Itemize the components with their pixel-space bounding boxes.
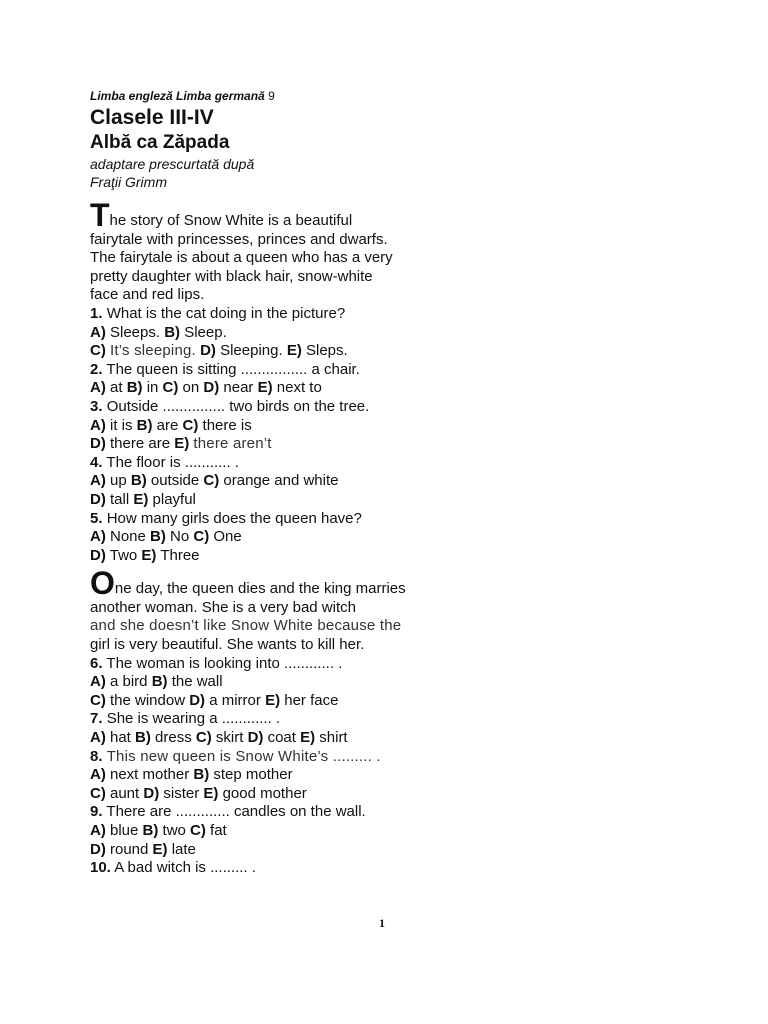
question-1 — [90, 305, 450, 324]
text-b: outside — [150, 472, 200, 490]
text-d: Sleeping. — [220, 342, 283, 360]
question-1-options-row2 — [90, 342, 450, 361]
question-1-options-row1 — [90, 324, 450, 343]
option-label: C) — [162, 379, 179, 397]
text-e: next to — [276, 379, 322, 397]
story-title: Albă ca Zăpada — [90, 132, 230, 153]
option-label: D) — [90, 490, 106, 508]
option-label: D) — [189, 691, 206, 709]
text-d: sister — [163, 784, 200, 802]
question-5-options-row1 — [90, 528, 450, 547]
question-3-options-row2 — [90, 435, 450, 454]
option-label: D) — [200, 342, 216, 360]
question-number: 7. — [90, 710, 103, 728]
text-c: It’s sleeping. — [110, 342, 196, 360]
text-a: a bird — [110, 673, 148, 691]
question-2-options — [90, 379, 450, 398]
text-c: fat — [210, 822, 227, 839]
option-label: C) — [182, 416, 199, 434]
question-number: 9. — [90, 803, 103, 821]
page-title: Clasele III-IV — [90, 106, 214, 129]
text-b: two — [162, 822, 186, 839]
option-label: E) — [152, 840, 168, 858]
intro-line: face and red lips. — [90, 286, 205, 304]
option-label: B) — [150, 528, 166, 546]
text-c: there is — [202, 416, 252, 434]
adaptation-note: adaptare prescurtată după — [90, 156, 255, 172]
text-a: next mother — [110, 766, 190, 784]
option-label: C) — [195, 729, 212, 747]
question-number: 3. — [90, 397, 103, 415]
text-text: The floor is ........... . — [106, 453, 239, 471]
question-number: 4. — [90, 453, 103, 471]
option-label: A) — [90, 379, 106, 397]
text-e: shirt — [319, 729, 348, 747]
question-8-options-row2 — [90, 785, 450, 804]
drop-cap: O — [90, 565, 115, 602]
author-credit: Fraţii Grimm — [90, 174, 167, 190]
question-number: 10. — [90, 859, 111, 877]
text-b: dress — [155, 729, 192, 747]
question-9-options-row2 — [90, 841, 450, 860]
option-label: B) — [130, 472, 147, 490]
question-6-options-row1 — [90, 673, 450, 692]
question-number: 6. — [90, 654, 103, 672]
worksheet-page — [90, 88, 450, 878]
question-4-options-row1 — [90, 472, 450, 491]
question-6 — [90, 655, 450, 674]
text-b: step mother — [213, 766, 293, 784]
text-text: There are ............. candles on the wall. — [106, 803, 366, 821]
option-label: C) — [193, 528, 210, 546]
text-text: The queen is sitting ................ a chair. — [106, 360, 360, 378]
option-label: D) — [203, 379, 220, 397]
option-label: A) — [90, 528, 106, 546]
text-e: there aren’t — [193, 435, 272, 453]
intro-line — [90, 197, 450, 233]
text-a: up — [110, 472, 127, 490]
text-b: in — [146, 379, 159, 397]
option-label: D) — [90, 435, 106, 453]
option-label: E) — [141, 546, 157, 564]
option-label: E) — [174, 435, 190, 453]
option-label: A) — [90, 323, 106, 341]
subject-label: Limba engleză Limba germană — [90, 89, 265, 103]
question-number: 8. — [90, 747, 103, 765]
story-line: girl is very beautiful. She wants to kill her. — [90, 636, 365, 654]
question-8 — [90, 748, 450, 767]
option-label: A) — [90, 822, 106, 839]
question-6-options-row2 — [90, 692, 450, 711]
text-b: are — [156, 416, 179, 434]
text-e: good mother — [222, 784, 307, 802]
text-c: on — [182, 379, 200, 397]
text-c: aunt — [110, 784, 140, 802]
option-label: D) — [143, 784, 160, 802]
text-a: Sleeps. — [110, 323, 161, 341]
option-label: B) — [126, 379, 143, 397]
option-label: A) — [90, 729, 106, 747]
subject-line — [90, 88, 450, 104]
text-d: there are — [110, 435, 171, 453]
text-a: None — [110, 528, 146, 546]
text-line1-rest: he story of Snow White is a beautiful — [109, 212, 353, 229]
option-label: E) — [133, 490, 149, 508]
option-label: A) — [90, 416, 106, 434]
question-4 — [90, 454, 450, 473]
option-label: E) — [300, 729, 316, 747]
text-d: tall — [110, 490, 130, 508]
text-e: late — [171, 840, 196, 858]
option-label: E) — [265, 691, 281, 709]
story-section-2 — [90, 565, 450, 878]
question-5-options-row2 — [90, 547, 450, 566]
option-label: B) — [164, 323, 181, 341]
text-d: coat — [267, 729, 296, 747]
question-9-options-row1 — [90, 822, 450, 841]
text-text: What is the cat doing in the picture? — [106, 304, 346, 322]
question-number: 1. — [90, 304, 103, 322]
text-e: Sleps. — [306, 342, 348, 360]
text-text: A bad witch is ......... . — [114, 859, 256, 877]
question-7 — [90, 710, 450, 729]
option-label: E) — [257, 379, 273, 397]
option-label: B) — [142, 822, 159, 839]
text-e: Three — [160, 546, 200, 564]
option-label: C) — [90, 342, 106, 360]
text-b: Sleep. — [184, 323, 227, 341]
option-label: C) — [203, 472, 220, 490]
text-c: orange and white — [223, 472, 339, 490]
text-text: Outside ............... two birds on the tree. — [106, 397, 370, 415]
story-section-1 — [90, 197, 450, 565]
story-line: another woman. She is a very bad witch — [90, 598, 356, 616]
option-label: C) — [90, 784, 106, 802]
option-label: A) — [90, 673, 106, 691]
question-3-options-row1 — [90, 417, 450, 436]
question-number: 5. — [90, 509, 103, 527]
text-a: blue — [110, 822, 139, 839]
text-text: How many girls does the queen have? — [106, 509, 362, 527]
question-2 — [90, 361, 450, 380]
subject-number: 9 — [268, 89, 275, 103]
option-label: A) — [90, 472, 106, 490]
text-d: a mirror — [209, 691, 261, 709]
text-c: One — [213, 528, 242, 546]
option-label: C) — [90, 691, 106, 709]
option-label: D) — [247, 729, 264, 747]
question-number: 2. — [90, 360, 103, 378]
text-d: Two — [109, 546, 138, 564]
text-line1-rest: ne day, the queen dies and the king marries — [114, 580, 406, 598]
text-b: No — [170, 528, 190, 546]
intro-line: pretty daughter with black hair, snow-white — [90, 267, 373, 285]
option-label: B) — [135, 729, 151, 747]
text-e: her face — [284, 691, 339, 709]
option-label: E) — [286, 342, 302, 360]
option-label: E) — [203, 784, 219, 802]
option-label: D) — [90, 840, 106, 858]
drop-cap: T — [90, 197, 110, 233]
option-label: B) — [151, 673, 168, 691]
text-text: She is wearing a ............ . — [106, 710, 281, 728]
question-7-options — [90, 729, 450, 748]
option-label: B) — [193, 766, 210, 784]
question-3 — [90, 398, 450, 417]
question-4-options-row2 — [90, 491, 450, 510]
text-e: playful — [152, 490, 196, 508]
story-line — [90, 565, 450, 602]
story-line: and she doesn’t like Snow White because the — [90, 617, 402, 635]
text-b: the wall — [171, 673, 223, 691]
option-label: C) — [190, 822, 206, 839]
text-a: hat — [110, 729, 131, 747]
text-d: near — [223, 379, 254, 397]
text-c: the window — [110, 691, 186, 709]
question-9 — [90, 803, 450, 822]
option-label: A) — [90, 766, 106, 784]
option-label: B) — [136, 416, 153, 434]
intro-line: The fairytale is about a queen who has a very — [90, 249, 393, 267]
text-c: skirt — [215, 729, 244, 747]
question-8-options-row1 — [90, 766, 450, 785]
page-number: 1 — [379, 916, 385, 930]
text-a: at — [110, 379, 123, 397]
text-d: round — [110, 840, 149, 858]
option-label: D) — [90, 546, 106, 564]
intro-line: fairytale with princesses, princes and dwarfs. — [90, 230, 388, 248]
question-10 — [90, 859, 450, 878]
text-a: it is — [110, 416, 133, 434]
text-text: The woman is looking into ............ . — [106, 654, 343, 672]
text-text: This new queen is Snow White’s ......... . — [106, 747, 381, 765]
question-5 — [90, 510, 450, 529]
